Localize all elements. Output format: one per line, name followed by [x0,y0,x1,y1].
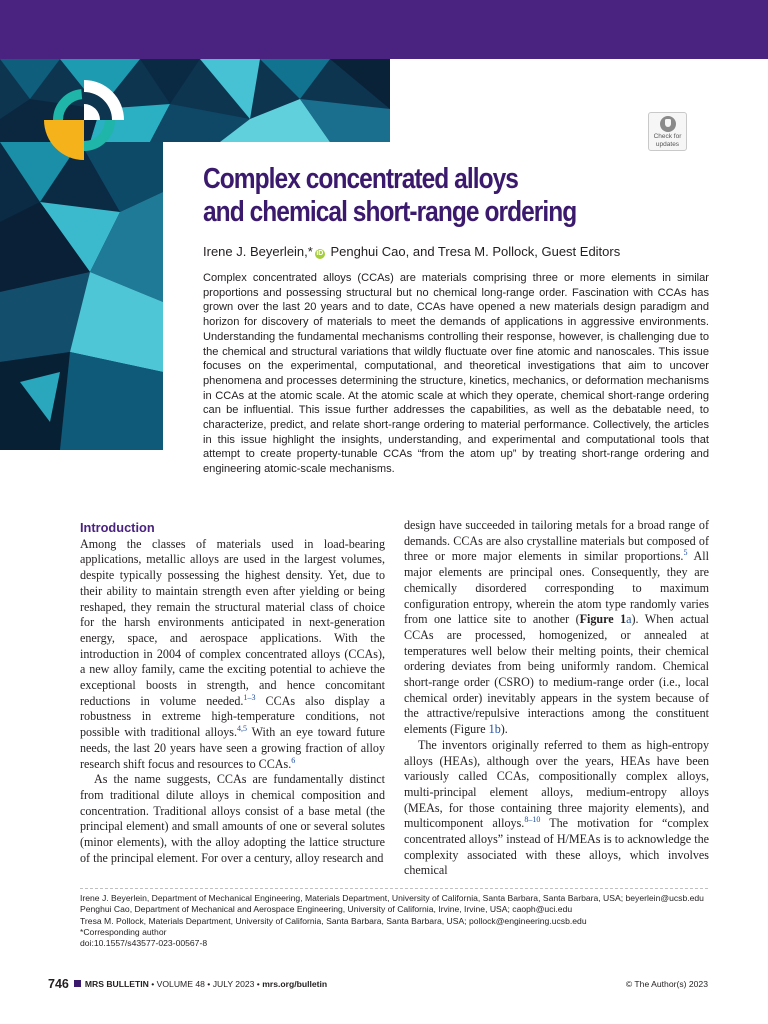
body-column-left [80,518,385,866]
author-list [203,244,713,259]
cover-art-side [0,142,163,450]
issue-logo-icon [44,80,124,160]
title-line-2: and chemical short-range ordering [203,196,577,228]
title-line-1: Complex concentrated alloys [203,163,518,195]
paragraph-3-text-b: All major elements are principal ones. Consequently, they are chemically disordered corresponding to maximum configuration entropy, wherein the atom type randomly varies from one lattice site to another ( [404,549,710,627]
paragraph-1-text-c: With an eye toward future needs, the last 20 years have seen a growing fraction of alloy research shift focus and resources to CCAs. [80,725,385,771]
corresponding-author-note: *Corresponding author [80,926,167,937]
affiliation-line: Tresa M. Pollock, Materials Department, University of California, Santa Barbara, Santa Barbara, USA; pollock@engineering.ucsb.edu [80,915,587,926]
footnote-divider [80,888,708,889]
paragraph-1-text-a: Among the classes of materials used in load-bearing applications, metallic alloys are used in the largest volumes, despite typically possessing the highest density. Yet, due to their ability to maintain strength even after yielding or being reshaped, they remain the structural material class of choice for the harsh environments anticipated in next-generation energy, space, and aerospace applications. With the introduction in 2004 of complex concentrated alloys (CCAs), a new alloy family, came the exciting potential to achieve the exceptional boosts in strength, and hence concomitant reductions in volume needed. [80,536,385,708]
paragraph-1 [80,537,385,773]
paragraph-3-text-d: ). [500,722,508,737]
abstract: Complex concentrated alloys (CCAs) are materials comprising three or more elements in similar proportions and possessing structural but no chemical long-range order. Fascination with CCAs has grown over the last 20 years and to date, CCAs have opened a new materials design paradigm and horizon for discovery of materials to meet the demands of applications in aggressive environments. Understanding the fundamental mechanisms controlling their response, however, is challenging due to the chemical and structural variations that wildly fluctuate over fine atomic and nanoscales. This issue focuses on the experimental, computational, and theoretical investigations that aim to uncover phenomena and processes determining the structure, kinetics, mechanics, or deformation mechanisms in CCAs at the atomic scale. At the atomic scale at which they operate, chemical short-range ordering can be influential. This issue further addresses the capabilities, as well as the debatable need, to characterize, predict, and relate short-range ordering to material performance. Collectively, the articles in this issue highlight the insights, understanding, and experimental and computational tools that attempt to create property-tunable CCAs “from the atom up” by treating short-range ordering and engineering atomic-scale mechanisms. [203,272,709,476]
paragraph-4-text-b: The motivation for “complex concentrated alloys” instead of H/MEAs is to acknowledge the complexity associated with these alloys, which involves chemical [404,816,709,878]
top-color-bar [0,0,768,59]
figure-link[interactable]: 1b [488,722,501,737]
affiliation-line: Irene J. Beyerlein, Department of Mechanical Engineering, Materials Department, University of California, Santa Barbara, Santa Barbara, USA; beyerlein@ucsb.edu [80,893,704,903]
authors-first: Irene J. Beyerlein,* [203,244,313,259]
article-title [203,163,616,229]
citation-link[interactable]: 8–10 [524,815,541,825]
journal-url[interactable]: mrs.org/bulletin [262,979,328,989]
check-for-updates-badge[interactable] [648,112,687,151]
citation-link[interactable]: 4,5 [237,724,248,734]
volume: VOLUME 48 [156,979,205,989]
square-bullet-icon [74,980,81,987]
mosaic-art-side [0,142,163,450]
page-footer [48,977,708,993]
issue-date: JULY 2023 [212,979,255,989]
affiliation-line: Penghui Cao, Department of Mechanical and Aerospace Engineering, University of California, Irvine, Irvine, USA; caoph@uci.edu [80,904,573,915]
authors-rest: Penghui Cao, and Tresa M. Pollock, Guest Editors [330,244,621,259]
figure-link[interactable] [580,612,632,626]
paragraph-3 [404,518,709,738]
figure-subpanel: a [626,612,632,627]
paragraph-1-text-b: CCAs also display a robustness in extreme high-temperature conditions, not possible with traditional alloys. [80,693,385,740]
copyright: © The Author(s) 2023 [625,979,708,989]
section-heading: Introduction [80,520,155,535]
citation-link[interactable]: 5 [683,548,688,558]
paragraph-3-text-c: ). When actual CCAs are processed, homogenized, or annealed at temperatures well below their melting points, their chemical ordering deviates from being uniformly random. Chemical short-range order (CSRO) to medium-range order (i.e., local chemical order) inevitably appears in the system because of the attractive/repulsive interactions among the constituent elements (Figure [404,612,709,737]
paragraph-4-text-a: The inventors originally referred to them as high-entropy alloys (HEAs), although over the years, HEAs have been variously called CCAs, compositionally complex alloys, multi-principal element alloys, medium-entropy alloys (MEAs, for those containing three majority elements), and multicomponent alloys. [404,737,709,831]
citation-link[interactable]: 6 [291,755,296,765]
doi[interactable]: doi:10.1557/s43577-023-00567-8 [80,938,208,949]
paragraph-4 [404,738,709,879]
page-number: 746 [48,977,69,991]
update-icon [660,116,676,132]
updates-label: updates [655,141,680,148]
check-for-label: Check for [653,133,682,140]
affiliations [80,893,708,949]
paragraph-3-text-a: design have succeeded in tailoring metals for a broad range of demands. CCAs are also crystalline materials but composed of three or more major elements in similar proportions. [404,518,709,564]
paragraph-2: As the name suggests, CCAs are fundamentally distinct from traditional dilute alloys in chemical composition and concentration. Traditional alloys consist of a base metal (the principal element) and small amounts of one or several solutes (minor elements), with the alloy adopting the lattice structure of the principal element. For over a century, alloy research and [80,772,385,865]
body-column-right [404,518,709,879]
orcid-icon[interactable]: iD [316,250,324,257]
citation-link[interactable]: 1–3 [243,692,256,702]
figure-number: 1 [620,612,627,627]
journal-name: MRS BULLETIN [84,979,149,989]
footer-left: 746 MRS BULLETIN • VOLUME 48 • JULY 2023 • mrs.org/bulletin [48,977,328,991]
figure-word: Figure [579,612,614,627]
